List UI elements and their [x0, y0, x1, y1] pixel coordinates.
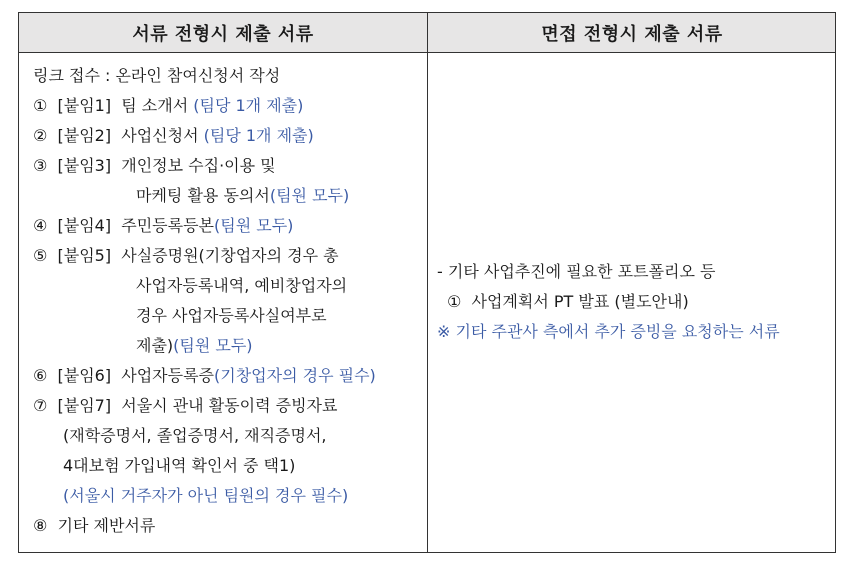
item-tag: [붙임6] — [57, 366, 112, 385]
intro-line: 링크 접수 : 온라인 참여신청서 작성 — [33, 66, 281, 85]
list-item — [33, 96, 303, 116]
item-text: 사업신청서 — [121, 126, 204, 145]
item-note: (기창업자의 경우 필수) — [214, 366, 376, 385]
list-item — [33, 156, 276, 176]
item-text: 팀 소개서 — [121, 96, 194, 115]
item-number: ⑧ — [33, 516, 48, 535]
list-item-continuation: 경우 사업자등록사실여부로 — [136, 306, 327, 325]
item-number: ③ — [33, 156, 48, 175]
item-number: ② — [33, 126, 48, 145]
item-text: 개인정보 수집·이용 및 — [121, 156, 276, 175]
item-text: 서울시 관내 활동이력 증빙자료 — [121, 396, 338, 415]
list-item-continuation: 4대보험 가입내역 확인서 중 택1) — [63, 456, 296, 475]
list-item-continuation: (재학증명서, 졸업증명서, 재직증명서, — [63, 426, 327, 445]
item-text: 기타 제반서류 — [57, 516, 156, 535]
item-number: ⑦ — [33, 396, 48, 415]
item-tag: [붙임4] — [57, 216, 112, 235]
left-column-header: 서류 전형시 제출 서류 — [132, 23, 314, 45]
item-tag: [붙임3] — [57, 156, 112, 175]
column-divider — [427, 13, 428, 552]
item-tag: [붙임7] — [57, 396, 112, 415]
item-note: (팀당 1개 제출) — [203, 126, 314, 145]
list-item — [33, 516, 155, 536]
item-text: 사실증명원(기창업자의 경우 총 — [121, 246, 339, 265]
list-item-continuation: 사업자등록내역, 예비창업자의 — [136, 276, 348, 295]
list-item — [33, 396, 337, 416]
item-number: ① — [447, 292, 462, 311]
item-text: 주민등록등본 — [121, 216, 215, 235]
pt-line — [447, 292, 689, 312]
list-item-continuation — [136, 186, 349, 206]
item-tag: [붙임5] — [57, 246, 112, 265]
list-item — [33, 246, 339, 266]
list-item — [33, 126, 314, 146]
item-text: 마케팅 활용 동의서 — [136, 186, 270, 205]
list-item-continuation — [136, 336, 253, 356]
item-text: 사업자등록증 — [121, 366, 215, 385]
item-number: ⑤ — [33, 246, 48, 265]
list-item — [33, 366, 376, 386]
item-note: (팀원 모두) — [269, 186, 350, 205]
portfolio-line: - 기타 사업추진에 필요한 포트폴리오 등 — [437, 262, 716, 281]
item-number: ⑥ — [33, 366, 48, 385]
item-note: (팀원 모두) — [214, 216, 294, 235]
item-number: ④ — [33, 216, 48, 235]
item-tag: [붙임1] — [57, 96, 112, 115]
item-note: (서울시 거주자가 아닌 팀원의 경우 필수) — [63, 486, 349, 505]
list-item — [33, 216, 293, 236]
right-column-header: 면접 전형시 제출 서류 — [541, 23, 723, 45]
item-tag: [붙임2] — [57, 126, 112, 145]
additional-docs-note: ※ 기타 주관사 측에서 추가 증빙을 요청하는 서류 — [437, 322, 780, 341]
document-table — [18, 12, 836, 553]
item-number: ① — [33, 96, 48, 115]
item-text: 제출) — [136, 336, 174, 355]
item-note: (팀원 모두) — [173, 336, 253, 355]
item-note: (팀당 1개 제출) — [193, 96, 304, 115]
item-text: 사업계획서 PT 발표 (별도안내) — [471, 292, 689, 311]
